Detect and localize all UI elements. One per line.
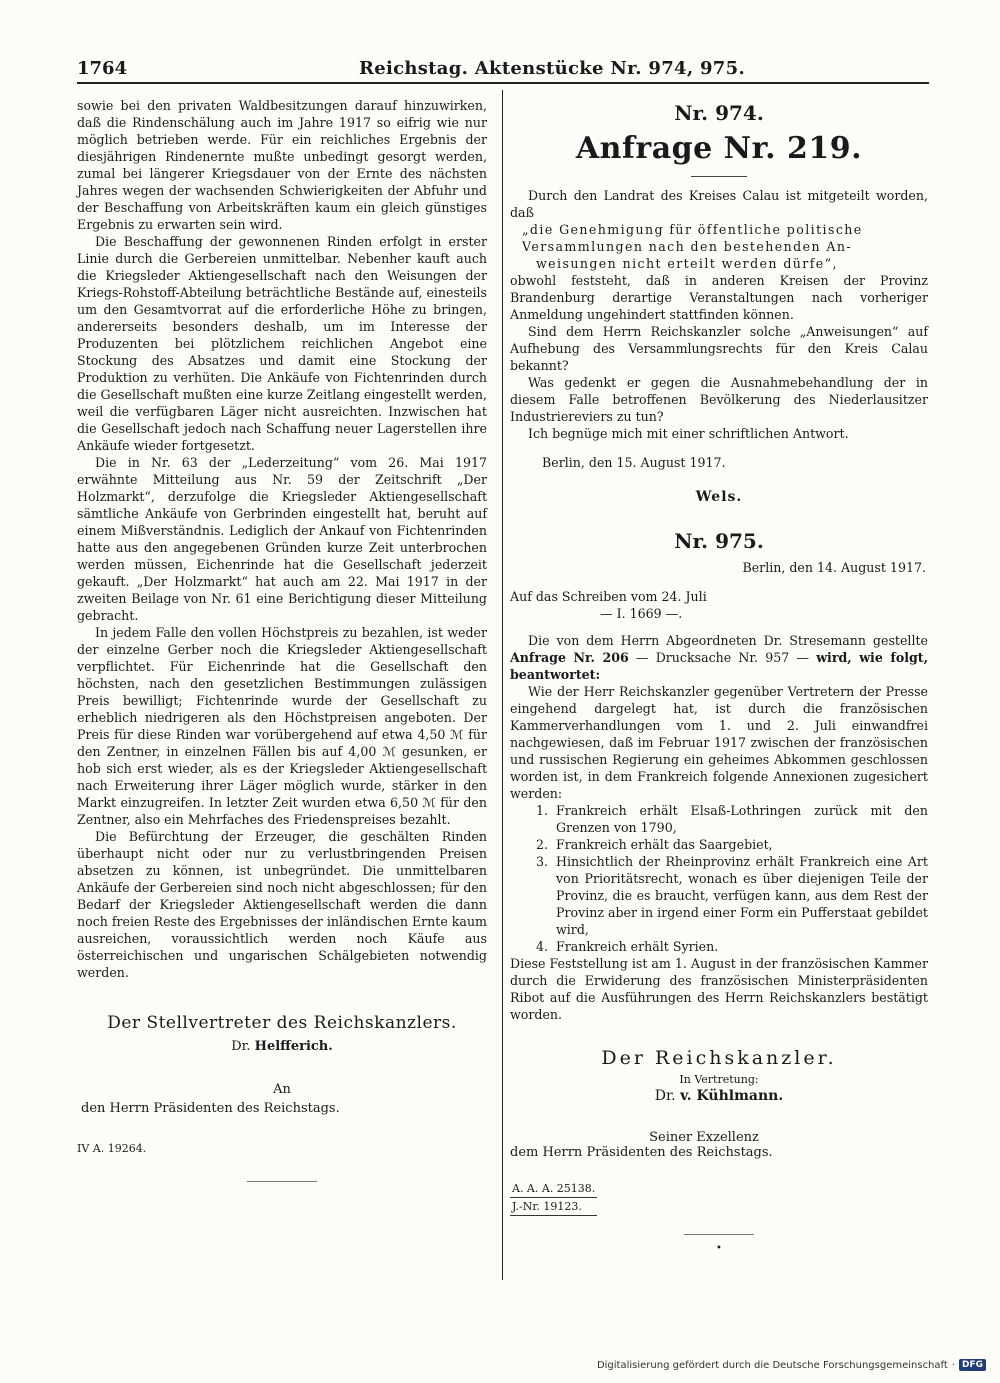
signature-title-975: Der Reichskanzler. [601,1047,837,1069]
list-item: 4. Frankreich erhält Syrien. [552,938,928,955]
paragraph-question-1: Sind dem Herrn Reichskanzler solche „Anweisungen“ auf Aufhebung des Versammlungsrechts für den Kreis Calau bekannt? [510,324,928,373]
header-rule [77,82,929,84]
reference-jnr: J.-Nr. 19123. [510,1198,597,1216]
list-item: 3. Hinsichtlich der Rheinprovinz erhält Frankreich eine Art von Prioritätsrecht, wonach es über diejenigen Teile der Provinz, die es braucht, verfügen kann, aus dem Rest der Provinz aber in irgend einer Form ein Pufferstaat gebildet wird, [552,853,928,938]
answer-anfrage-ref: Anfrage Nr. 206 [510,650,629,665]
intro-paragraph: Durch den Landrat des Kreises Calau ist mitgeteilt worden, daß [510,188,928,220]
date-974: Berlin, den 15. August 1917. [542,455,726,470]
addressee: den Herrn Präsidenten des Reichstags. [81,1101,340,1116]
column-divider [502,90,503,1280]
anfrage-title: Anfrage Nr. 219. [575,131,863,166]
signature-prefix: Dr. [654,1088,676,1104]
end-rule [247,1181,317,1182]
annexion-list [510,802,928,955]
left-paragraph-2: Die Beschaffung der gewonnenen Rinden erfolgt in erster Linie durch die Gerbereien unmittelbar. Nebenher kauft auch die Kriegsleder Aktiengesellschaft nach den Weisungen der Kriegs-Rohstoff-Abteilung beträchtliche Bestände auf, einesteils um den Gesamtvorrat auf die erforderliche Höhe zu bringen, andererseits besonders deshalb, um im Interesse der Produzenten bei plötzlichem reichlichen Angebot eine Stockung des Absatzes und damit eine Stockung der Produktion zu verhüten. Die Ankäufe von Fichtenrinden durch die Gesellschaft mußten eine kurze Zeitlang eingestellt werden, weil die verfügbaren Läger nicht ausreichten. Inzwischen hat die Gesellschaft jedoch nach Schaffung neuer Lagerstellen ihre Ankäufe wieder fortgesetzt. [77,234,487,453]
reference-aaa: A. A. A. 25138. [510,1180,597,1198]
letter-reference [510,588,928,622]
dfg-logo: DFG [959,1359,986,1371]
signature-name [77,1039,487,1054]
signature-surname: v. Kühlmann. [680,1088,784,1104]
quote-line: Versammlungen nach den bestehenden An- [522,239,853,254]
quoted-statement [522,221,928,272]
document-number-974: Nr. 974. [674,101,764,125]
title-rule [691,176,747,177]
end-rule [684,1234,754,1235]
ref-line-2: — I. 1669 —. [600,606,683,621]
left-paragraph-4: In jedem Falle den vollen Höchstpreis zu bezahlen, ist weder der einzelne Gerber noch die Kriegsleder Aktiengesellschaft verpflichtet. Für Eichenrinde hat die Gesellschaft den höchsten, nach den gesetzlichen Bestimmungen zulässigen Preis bewilligt; Fichtenrinde wurde der Gesellschaft zu erheblich niedrigeren als den Höchstpreisen angeboten. Der Preis für diese Rinden war vorübergehend auf etwa 4,50 ℳ für den Zentner, in einzelnen Fällen bis auf 4,00 ℳ gesunken, er hob sich erst wieder, als es der Kriegsleder Aktiengesellschaft nach Erweiterung ihrer Läger möglich wurde, stärker in den Markt einzugreifen. In letzter Zeit wurden etwa 6,50 ℳ für den Zentner, also ein Mehrfaches des Friedenspreises bezahlt. [77,625,487,827]
page-number: 1764 [77,58,128,79]
footer-separator: · [951,1359,955,1371]
list-item: 2. Frankreich erhält das Saargebiet, [552,836,928,853]
reference-number: IV A. 19264. [77,1142,147,1155]
footer-text: Digitalisierung gefördert durch die Deutsche Forschungsgemeinschaft [596,1359,948,1371]
answer-drucksache: — Drucksache Nr. 957 — [635,650,810,665]
list-item: 1. Frankreich erhält Elsaß-Lothringen zurück mit den Grenzen von 1790, [552,802,928,836]
right-column [510,97,928,1254]
signature-prefix: Dr. [231,1039,251,1054]
document-number-975: Nr. 975. [674,529,764,553]
signature-name-975 [510,1088,928,1104]
excellency: Seiner Exzellenz [649,1130,759,1145]
page-header [77,58,927,82]
signature-in-vertretung: In Vertretung: [679,1073,759,1086]
quote-line: „die Genehmigung für öffentliche politische [522,222,863,237]
left-paragraph-3: Die in Nr. 63 der „Lederzeitung“ vom 26. Mai 1917 erwähnte Mitteilung aus Nr. 59 der Zeitschrift „Der Holzmarkt“, derzufolge die Kriegsleder Aktiengesellschaft sämtliche Ankäufe von Gerbrinden eingestellt hat, beruht auf einem Mißverständnis. Lediglich der Ankauf von Fichtenrinden hatte aus den angegebenen Gründen kurze Zeit unterbrochen werden müssen, Eichenrinde hat die Gesellschaft jederzeit gekauft. „Der Holzmarkt“ hat auch am 22. Mai 1917 in der zweiten Beilage von Nr. 61 eine Berichtigung dieser Mitteilung gebracht. [77,455,487,623]
paragraph-diese: Diese Feststellung ist am 1. August in der französischen Kammer durch die Erwiderung des französischen Ministerpräsidenten Ribot auf die Ausführungen des Herrn Reichskanzlers bestätigt worden. [510,956,928,1022]
answer-intro [510,632,928,683]
footer [597,1359,986,1371]
paragraph-wie: Wie der Herr Reichskanzler gegenüber Vertretern der Presse eingehend dargelegt hat, ist durch die französischen Kammerverhandlungen vom 1. und 2. Juli einwandfrei nachgewiesen, daß im Februar 1917 zwischen der französischen und russischen Regierung ein geheimes Abkommen geschlossen worden ist, in dem Frankreich folgende Annexionen zugesichert werden: [510,684,928,801]
ref-line-1: Auf das Schreiben vom 24. Juli [510,589,707,604]
left-column [77,97,487,1182]
answer-bold: wird, wie folgt, beantwortet: [510,650,929,682]
left-paragraph-1: sowie bei den privaten Waldbesitzungen darauf hinzuwirken, daß die Rindenschälung auch im Jahre 1917 so eifrig wie nur möglich betrieben werde. Für ein reichliches Ergebnis der diesjährigen Rindenernte mußte unbedingt gesorgt werden, zumal bei längerer Kriegsdauer von der Ernte des nächsten Jahres wegen der wachsenden Schwierigkeiten der Abfuhr und der Beschaffung von Arbeitskräften kaum ein gleich günstiges Ergebnis zu erwarten sein wird. [77,98,487,232]
signer-974: Wels. [695,489,743,505]
left-paragraph-5: Die Befürchtung der Erzeuger, die geschälten Rinden überhaupt nicht oder nur zu verlustbringenden Preisen absetzen zu können, ist unbegründet. Die unmittelbaren Ankäufe der Gerbereien sind noch nicht abgeschlossen; für den Bedarf der Kriegsleder Aktiengesellschaft werden die dann noch freien Reste des Ergebnisses der inländischen Ernte kaum ausreichen, voraussichtlich werden noch Käufe aus österreichischen und ungarischen Schälgebieten notwendig werden. [77,829,487,980]
address-an: An [273,1082,291,1097]
signature-surname: Helfferich. [254,1039,333,1054]
end-dot: • [716,1243,722,1254]
paragraph-obwohl: obwohl feststeht, daß in anderen Kreisen der Provinz Brandenburg derartige Veranstaltungen nach vorheriger Anmeldung ungehindert stattfinden können. [510,273,928,322]
answer-pre: Die von dem Herrn Abgeordneten Dr. Stresemann gestellte [528,633,928,648]
reference-box [510,1180,597,1216]
quote-line: weisungen nicht erteilt werden dürfe“, [536,256,838,271]
running-title: Reichstag. Aktenstücke Nr. 974, 975. [358,58,746,79]
date-975: Berlin, den 14. August 1917. [742,560,926,575]
signature-title: Der Stellvertreter des Reichskanzlers. [107,1013,457,1033]
paragraph-question-2: Was gedenkt er gegen die Ausnahmebehandlung der in diesem Falle betroffenen Bevölkerung des Niederlausitzer Industriereviers zu tun? [510,375,928,424]
addressee-975: dem Herrn Präsidenten des Reichstags. [510,1145,773,1160]
paragraph-closing: Ich begnüge mich mit einer schriftlichen Antwort. [528,426,849,441]
